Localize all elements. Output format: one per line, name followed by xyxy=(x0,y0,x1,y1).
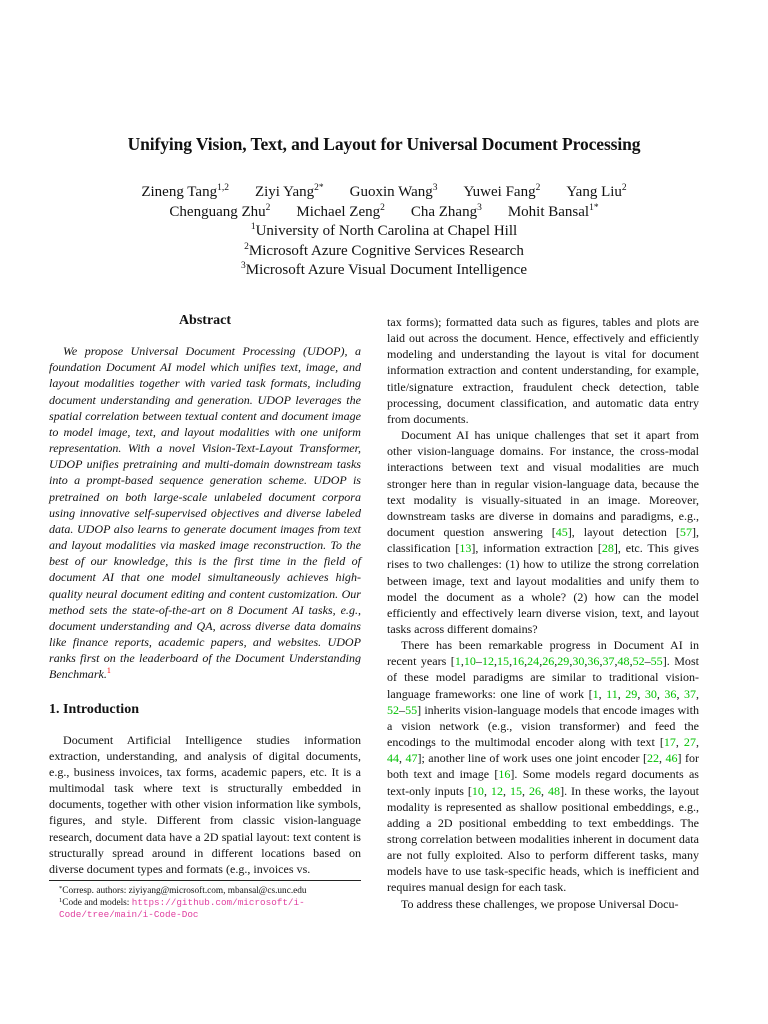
citation-link[interactable]: 22 xyxy=(646,751,660,766)
affiliation-mark: 1,2 xyxy=(217,183,229,193)
author-name: Yuwei Fang$^2$ xyxy=(463,183,541,200)
affiliation-mark: 3 xyxy=(432,183,438,193)
citation-link[interactable]: 16 xyxy=(498,767,511,782)
intro-paragraph-2: tax forms); formatted data such as figures, tables and plots are laid out across the document. Hence, effectively and efficiently modeling and understanding the layout is vital for document information extraction and content understanding, for example, title/signature extraction, fraudulent check detection, table processing, document classification, and automatic data entry from documents. xyxy=(387,315,699,426)
affiliation-mark: 1* xyxy=(589,202,599,213)
author-name: Yang Liu$^2$ xyxy=(566,183,627,200)
authors-row-2 xyxy=(0,203,768,223)
affiliation-mark: 2 xyxy=(380,202,385,213)
citation-link[interactable]: 48 xyxy=(617,654,630,669)
paper-title: Unifying Vision, Text, and Layout for Universal Document Processing xyxy=(127,134,641,154)
citation-link[interactable]: 15 xyxy=(509,783,522,798)
citation-link[interactable]: 12 xyxy=(490,783,503,798)
author-name: Ziyi Yang$^{2*}$ xyxy=(254,183,324,200)
author-name: Chenguang Zhu$^2$ xyxy=(169,202,271,220)
citation-link[interactable]: 1 xyxy=(454,654,461,669)
citation-link[interactable]: 17 xyxy=(663,735,676,750)
author-name: Zineng Tang$^{1,2}$ xyxy=(141,183,229,200)
right-column xyxy=(387,314,699,912)
citation-link[interactable]: 16 xyxy=(512,654,525,669)
citation-link[interactable]: 52 xyxy=(387,702,400,717)
citation-link[interactable]: 30 xyxy=(572,654,585,669)
citation-link[interactable]: 47 xyxy=(405,751,418,766)
footnote-mark: * xyxy=(59,885,63,892)
footnote-code: $^1$Code and models: https://github.com/microsoft/i-Code/tree/main/i-Code-Doc xyxy=(59,897,305,920)
citation-link[interactable]: 30 xyxy=(644,686,657,701)
citation-link[interactable]: 10 xyxy=(471,783,484,798)
intro-heading: 1. Introduction xyxy=(49,702,139,718)
citation-link[interactable]: 46 xyxy=(665,751,678,766)
citation-link[interactable]: 29 xyxy=(625,686,638,701)
affiliation-mark: 2 xyxy=(535,183,541,193)
author-name: Guoxin Wang$^3$ xyxy=(349,183,438,200)
citation-link[interactable]: 26 xyxy=(528,783,542,798)
intro-paragraph-3: Document AI has unique challenges that set it apart from other vision-language domains. For instance, the cross-modal interactions between text and visual modalities are much stronger here than in regular vision-language data, because the text modality is visually-situated in an image. Moreover, downstream tasks are diverse in domains and paradigms, e.g., document question answering [45], layout detection [57], classification [13], information extraction [28], etc. This gives rises to two challenges: (1) how to utilize the strong correlation between image, text and layout modalities and unify them to model the document as a whole? (2) how can the model efficiently and effectively learn diverse vision, text, and layout tasks across different domains? xyxy=(387,428,699,636)
citation-link[interactable]: 36 xyxy=(587,654,600,669)
citation-link[interactable]: 55 xyxy=(650,654,663,669)
citation-link[interactable]: 26 xyxy=(542,654,555,669)
authors-row-1 xyxy=(0,183,768,203)
citation-link[interactable]: 24 xyxy=(527,654,540,669)
author-block xyxy=(0,183,768,281)
citation-link[interactable]: 37 xyxy=(602,654,615,669)
citation-link[interactable]: 27 xyxy=(683,735,696,750)
citation-link[interactable]: 36 xyxy=(664,686,677,701)
intro-paragraph-1: Document Artificial Intelligence studies information extraction, understanding, and analysis of digital documents, e.g., business invoices, tax forms, academic papers, etc. It is a multimodal task where text is structurally embedded in documents, together with other vision information like symbols, figures, and style. Different from classic vision-language research, document data have a 2D spatial layout: text content is structurally spread around in different locations based on diverse document types and formats (e.g., invoices vs. xyxy=(49,732,361,876)
footnote-mark: 1 xyxy=(59,897,63,904)
intro-paragraph-5: To address these challenges, we propose Universal Docu- xyxy=(401,896,679,911)
intro-paragraph-4: There has been remarkable progress in Document AI in recent years [1,10–12,15,16,24,26,29,30,36,37,48,52–55]. Most of these model paradigms are similar to traditional vision-language frameworks: one line of work [1, 11, 29, 30, 36, 37, 52–55] inherits vision-language models that encode images with a vision network (e.g., vision transformer) and feed the encodings to the multimodal encoder along with text [17, 27, 44, 47]; another line of work uses one joint encoder [22, 46] for both text and image [16]. Some models regard documents as text-only inputs [10, 12, 15, 26, 48]. In these works, the layout modality is represented as shallow positional embeddings, e.g., adding a 2D positional embedding to text embeddings. The strong correlation between modalities inherent in document data are not fully exploited. Also to perform different tasks, many models have to use task-specific heads, which is inefficient and requires manual design for each task. xyxy=(387,638,700,895)
citation-link[interactable]: 37 xyxy=(683,686,696,701)
citation-link[interactable]: 13 xyxy=(459,541,472,556)
citation-link[interactable]: 1 xyxy=(592,686,599,701)
code-link[interactable]: https://github.com/microsoft/i-Code/tree/main/i-Code-Doc xyxy=(59,897,305,920)
left-column xyxy=(49,313,361,877)
citation-link[interactable]: 29 xyxy=(557,654,570,669)
footnote-corresp: *Corresp. authors: ziyiyang@microsoft.com, mbansal@cs.unc.edu xyxy=(59,885,307,896)
affiliation-mark: 3 xyxy=(477,202,482,213)
citation-link[interactable]: 15 xyxy=(497,654,510,669)
citation-link[interactable]: 55 xyxy=(405,702,418,717)
citation-link[interactable]: 10 xyxy=(463,654,476,669)
citation-link[interactable]: 52 xyxy=(632,654,645,669)
citation-link[interactable]: 28 xyxy=(601,541,614,556)
citation-link[interactable]: 44 xyxy=(387,751,400,766)
affiliation-mark: 2* xyxy=(314,183,324,193)
citation-link[interactable]: 12 xyxy=(481,654,494,669)
abstract-text: We propose Universal Document Processing (UDOP), a foundation Document AI model which unifies text, image, and layout modalities together with varied task formats, including document understanding and generation. UDOP leverages the spatial correlation between textual content and document image to model image, text, and layout modalities with one uniform representation. With a novel Vision-Text-Layout Transformer, UDOP unifies pretraining and multi-domain downstream tasks into a prompt-based sequence generation scheme. UDOP is pretrained on both large-scale unlabeled document corpora using innovative self-supervised objectives and diverse labeled data. UDOP also learns to generate document images from text and layout modalities via masked image reconstruction. To the best of our knowledge, this is the first time in the field of document AI that one model simultaneously achieves high-quality neural document editing and content customization. Our method sets the state-of-the-art on 8 Document AI tasks, e.g., document understanding and QA, across diverse data domains like finance reports, academic papers, and websites. UDOP ranks first on the leaderboard of the Document Understanding Benchmark.$^1$ xyxy=(49,344,361,682)
affiliation-mark: 2 xyxy=(265,202,271,213)
author-name: Mohit Bansal$^{1*}$ xyxy=(507,202,599,220)
affiliation: $^2$Microsoft Azure Cognitive Services Research xyxy=(244,241,524,259)
affiliation: $^3$Microsoft Azure Visual Document Intelligence xyxy=(241,261,527,278)
affiliations xyxy=(0,222,768,281)
footnotes xyxy=(49,880,361,921)
author-name: Michael Zeng$^2$ xyxy=(296,202,385,220)
citation-link[interactable]: 48 xyxy=(548,783,561,798)
abstract-footnote-ref[interactable]: 1 xyxy=(106,666,111,676)
citation-link[interactable]: 45 xyxy=(555,525,568,540)
abstract-heading: Abstract xyxy=(178,313,232,328)
affiliation-mark: 2 xyxy=(621,183,627,193)
author-name: Cha Zhang$^3$ xyxy=(410,202,482,220)
citation-link[interactable]: 11 xyxy=(606,686,618,701)
citation-link[interactable]: 57 xyxy=(679,525,692,540)
affiliation: $^1$University of North Carolina at Chapel Hill xyxy=(250,222,518,239)
